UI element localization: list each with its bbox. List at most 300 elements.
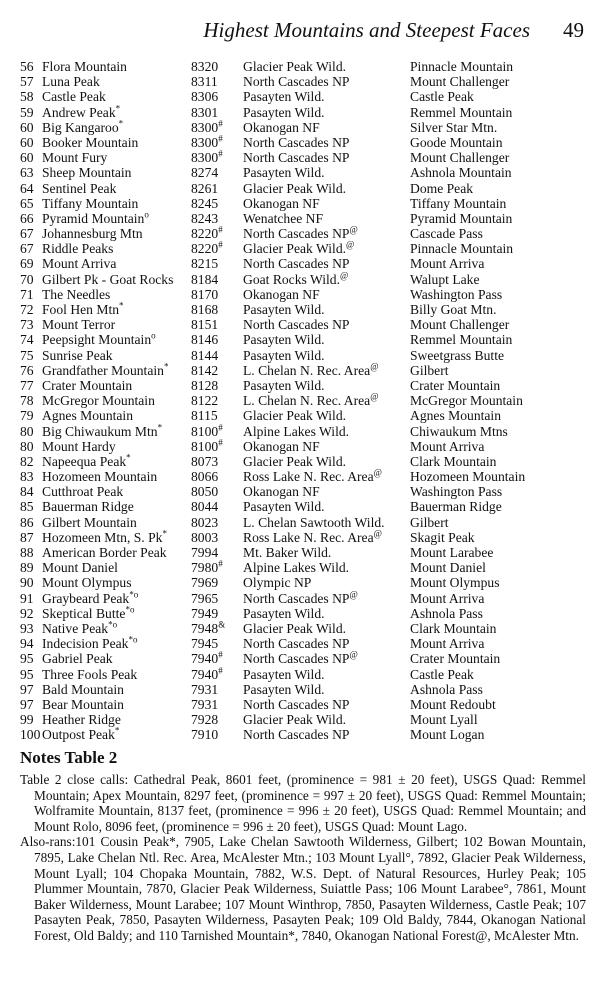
table-row [0, 135, 600, 150]
area-cell: Pasayten Wild. [243, 332, 325, 348]
table-row [0, 664, 600, 682]
elevation-cell: 8243 [191, 210, 219, 226]
quad-cell: Remmel Mountain [410, 332, 513, 348]
elevation-cell: 7969 [191, 575, 219, 591]
elevation-cell: 8220# [191, 224, 223, 242]
quad-cell: Bauerman Ridge [410, 499, 502, 515]
name-cell: Indecision Peak$^{*o}$ [42, 634, 138, 652]
footnote-mark: * [162, 528, 167, 539]
close-calls-note: Table 2 close calls: Cathedral Peak, 8601 feet, (prominence = 981 ± 20 feet), USGS Quad: Remmel Mountain; Apex Mountain, 8297 feet, (prominence = 997 ± 20 feet), USGS Quad: Remmel Mountain; Wolframite Mountain, 8137 feet, (prominence = 996 ± 20 feet), USGS Quad: Remmel Mountain; and Mount Rolo, 8096 feet, (prominence = 996 ± 20 feet), USGS Quad: Mount Lago. [20, 772, 586, 834]
rank-cell: 92 [20, 605, 34, 621]
footnote-mark: # [218, 239, 223, 250]
elevation-cell: 8261 [191, 180, 219, 196]
area-cell: Wenatchee NF [243, 210, 324, 226]
table-row [0, 636, 600, 651]
elevation-cell: 7928 [191, 712, 219, 728]
table-row [0, 697, 600, 712]
quad-cell: Castle Peak [410, 89, 474, 105]
name-cell: American Border Peak [42, 545, 167, 560]
table-row [0, 484, 600, 499]
area-cell: Pasayten Wild. [243, 302, 325, 317]
rank-cell: 64 [20, 180, 34, 196]
name-cell: Mount Terror [42, 317, 116, 333]
area-cell: North Cascades NP@ [243, 649, 358, 667]
rank-cell: 74 [20, 332, 34, 348]
table-row [0, 256, 600, 271]
table-row [0, 499, 600, 514]
area-cell: North Cascades NP@ [243, 224, 358, 242]
quad-cell: Tiffany Mountain [410, 195, 507, 211]
footnote-mark: @ [370, 391, 379, 402]
name-cell: Fool Hen Mtn* [42, 300, 124, 317]
quad-cell: McGregor Mountain [410, 393, 523, 409]
name-cell: Agnes Mountain [42, 408, 133, 424]
footnote-mark: # [218, 224, 223, 235]
footnote-mark: *o [129, 589, 139, 600]
area-cell: Okanogan NF [243, 119, 320, 135]
footnote-mark: *o [128, 634, 138, 645]
notes-heading: Notes Table 2 [20, 748, 118, 767]
name-cell: McGregor Mountain [42, 393, 155, 409]
rank-cell: 87 [20, 529, 34, 545]
quad-cell: Mount Challenger [410, 150, 510, 166]
name-cell: Johannesburg Mtn [42, 226, 143, 242]
footnote-mark: @ [340, 270, 349, 281]
table-row [0, 591, 600, 606]
elevation-cell: 8023 [191, 514, 219, 530]
table-row [0, 621, 600, 636]
elevation-cell: 8128 [191, 377, 219, 393]
table-row [0, 196, 600, 211]
area-cell: L. Chelan N. Rec. Area@ [243, 361, 379, 378]
area-cell: Pasayten Wild. [243, 347, 325, 363]
rank-cell: 63 [20, 165, 34, 181]
area-cell: Glacier Peak Wild. [243, 620, 347, 636]
name-cell: Tiffany Mountain [42, 195, 139, 211]
rank-cell: 60 [20, 134, 34, 150]
footnote-mark: # [218, 437, 223, 448]
table-row [0, 348, 600, 363]
elevation-cell: 8220# [191, 239, 223, 257]
area-cell: North Cascades NP [243, 74, 350, 90]
elevation-cell: 8215 [191, 256, 219, 272]
quad-cell: Pinnacle Mountain [410, 241, 514, 257]
table-row [0, 712, 600, 727]
rank-cell: 60 [20, 150, 34, 166]
name-cell: Mount Fury [42, 150, 108, 166]
area-cell: Alpine Lakes Wild. [243, 560, 350, 576]
elevation-cell: 8170 [191, 286, 219, 302]
name-cell: Mount Daniel [42, 560, 118, 576]
rank-cell: 100 [20, 727, 41, 743]
footnote-mark: o [144, 209, 149, 220]
area-cell: Mt. Baker Wild. [243, 545, 332, 560]
name-cell: Grandfather Mountain* [42, 361, 169, 378]
mountain-table [0, 59, 600, 742]
area-cell: Ross Lake N. Rec. Area@ [243, 467, 382, 485]
rank-cell: 97 [20, 696, 34, 712]
elevation-cell: 8300# [191, 118, 223, 135]
area-cell: Pasayten Wild. [243, 104, 325, 120]
footnote-mark: # [218, 664, 223, 675]
elevation-cell: 8274 [191, 165, 219, 181]
rank-cell: 70 [20, 271, 34, 287]
elevation-cell: 8301 [191, 104, 219, 120]
area-cell: Ross Lake N. Rec. Area@ [243, 528, 382, 545]
quad-cell: Mount Arriva [410, 438, 485, 454]
rank-cell: 67 [20, 226, 34, 242]
quad-cell: Ashnola Pass [410, 605, 483, 621]
elevation-cell: 7940# [191, 664, 223, 682]
area-cell: Glacier Peak Wild. [243, 180, 347, 196]
name-cell: Pyramid Mountain$^o$ [42, 209, 149, 226]
area-cell: Glacier Peak Wild. [243, 712, 347, 728]
notes-body [20, 772, 586, 944]
area-cell: Okanogan NF [243, 195, 320, 211]
also-rans-note: Also-rans:101 Cousin Peak*, 7905, Lake Chelan Sawtooth Wilderness, Gilbert; 102 Bowan Mountain, 7895, Lake Chelan Ntl. Rec. Area, McAlester Mtn.; 103 Mount Lyall°, 7892, Glacier Peak Wilderness, Mount Lyall; 104 Chopaka Mountain, 7882, W.S. Dept. of Natural Resources, Hurley Peak; 105 Plummer Mountain, 7870, Glacier Peak Wilderness, Suiattle Pass; 106 Mount Larabee°, 7861, Mount Baker Wilderness, Mount Larabee; 107 Mount Winthrop, 7850, Pasayten Wilderness, Castle Peak; 107 Pasayten Peak, 7850, Pasayten Wilderness, Pasayten Peak; 109 Old Baldy, 7844, Okanogan National Forest, Old Baldy; and 110 Tarnished Mountain*, 7840, Okanogan National Forest@, McAlester Mtn. [20, 834, 586, 943]
rank-cell: 56 [20, 59, 34, 74]
quad-cell: Crater Mountain [410, 377, 501, 393]
name-cell: Cutthroat Peak [42, 484, 124, 500]
area-cell: Pasayten Wild. [243, 499, 325, 515]
rank-cell: 83 [20, 469, 34, 485]
elevation-cell: 7949 [191, 605, 219, 621]
table-row [0, 317, 600, 332]
table-row [0, 74, 600, 89]
footnote-mark: # [218, 133, 223, 144]
footnote-mark: * [115, 103, 121, 114]
page-number: 49 [563, 18, 584, 42]
name-cell: Riddle Peaks [42, 241, 114, 257]
rank-cell: 67 [20, 241, 34, 257]
rank-cell: 84 [20, 484, 34, 500]
rank-cell: 80 [20, 438, 34, 454]
table-row [0, 272, 600, 287]
chapter-title: Highest Mountains and Steepest Faces [203, 18, 530, 42]
area-cell: Goat Rocks Wild.@ [243, 270, 349, 287]
table-row [0, 545, 600, 560]
name-cell: Sentinel Peak [42, 180, 117, 196]
name-cell: Big Chiwaukum Mtn* [42, 421, 163, 439]
quad-cell: Mount Lyall [410, 712, 478, 728]
footnote-mark: * [157, 421, 163, 432]
quad-cell: Gilbert [410, 514, 449, 530]
elevation-cell: 7931 [191, 696, 219, 712]
area-cell: North Cascades NP [243, 134, 350, 150]
elevation-cell: 8115 [191, 408, 218, 424]
rank-cell: 89 [20, 560, 34, 576]
quad-cell: Mount Arriva [410, 636, 485, 652]
elevation-cell: 7940# [191, 649, 223, 667]
table-row [0, 287, 600, 302]
name-cell: Gilbert Mountain [42, 514, 137, 530]
quad-cell: Crater Mountain [410, 651, 501, 667]
footnote-mark: *o [108, 619, 118, 630]
quad-cell: Mount Arriva [410, 256, 485, 272]
quad-cell: Ashnola Mountain [410, 165, 512, 181]
quad-cell: Washington Pass [410, 286, 503, 302]
quad-cell: Dome Peak [410, 180, 474, 196]
footnote-mark: # [218, 118, 223, 129]
name-cell: Flora Mountain [42, 59, 127, 74]
rank-cell: 86 [20, 514, 34, 530]
elevation-cell: 8044 [191, 499, 219, 515]
area-cell: Alpine Lakes Wild. [243, 423, 350, 439]
area-cell: Glacier Peak Wild. [243, 453, 347, 469]
quad-cell: Mount Challenger [410, 317, 510, 333]
footnote-mark: o [151, 330, 156, 341]
quad-cell: Clark Mountain [410, 620, 497, 636]
rank-cell: 88 [20, 545, 34, 560]
name-cell: Castle Peak [42, 89, 106, 105]
footnote-mark: * [118, 118, 124, 129]
quad-cell: Mount Redoubt [410, 696, 496, 712]
name-cell: Three Fools Peak [42, 666, 138, 682]
rank-cell: 94 [20, 636, 34, 652]
area-cell: Okanogan NF [243, 484, 320, 500]
elevation-cell: 8050 [191, 484, 219, 500]
footnote-mark: * [126, 452, 131, 463]
area-cell: Glacier Peak Wild. [243, 408, 347, 424]
area-cell: Olympic NP [243, 575, 312, 591]
name-cell: Big Kangaroo* [42, 118, 124, 135]
quad-cell: Remmel Mountain [410, 104, 513, 120]
area-cell: North Cascades NP [243, 150, 350, 166]
elevation-cell: 8142 [191, 362, 219, 378]
area-cell: North Cascades NP [243, 317, 350, 333]
elevation-cell: 8320 [191, 59, 219, 74]
elevation-cell: 7948& [191, 619, 226, 636]
elevation-cell: 8003 [191, 529, 219, 545]
quad-cell: Pyramid Mountain [410, 210, 513, 226]
quad-cell: Walupt Lake [410, 271, 480, 287]
elevation-cell: 7965 [191, 590, 219, 606]
name-cell: Heather Ridge [42, 712, 121, 728]
rank-cell: 58 [20, 89, 34, 105]
footnote-mark: * [163, 361, 169, 372]
elevation-cell: 8122 [191, 393, 219, 409]
table-row [0, 59, 600, 74]
rank-cell: 93 [20, 620, 34, 636]
table-row [0, 651, 600, 666]
quad-cell: Agnes Mountain [410, 408, 501, 424]
table-row [0, 515, 600, 530]
rank-cell: 99 [20, 712, 34, 728]
name-cell: The Needles [42, 286, 111, 302]
table-row [0, 241, 600, 256]
rank-cell: 78 [20, 393, 34, 409]
name-cell: Crater Mountain [42, 377, 133, 393]
footnote-mark: & [218, 619, 226, 630]
name-cell: Bald Mountain [42, 681, 124, 697]
elevation-cell: 8245 [191, 195, 219, 211]
quad-cell: Chiwaukum Mtns [410, 423, 508, 439]
rank-cell: 69 [20, 256, 34, 272]
rank-cell: 91 [20, 590, 34, 606]
footnote-mark: *o [125, 604, 135, 615]
name-cell: Hozomeen Mountain [42, 469, 158, 485]
table-row [0, 408, 600, 423]
quad-cell: Mount Challenger [410, 74, 510, 90]
table-row [0, 105, 600, 120]
quad-cell: Washington Pass [410, 484, 503, 500]
elevation-cell: 7931 [191, 681, 219, 697]
rank-cell: 95 [20, 651, 34, 667]
name-cell: Sheep Mountain [42, 165, 132, 181]
footnote-mark: # [218, 148, 223, 159]
elevation-cell: 7980# [191, 558, 223, 576]
rank-cell: 85 [20, 499, 34, 515]
elevation-cell: 8306 [191, 89, 219, 105]
table-row [0, 150, 600, 165]
rank-cell: 72 [20, 302, 34, 317]
footnote-mark: # [218, 421, 223, 432]
quad-cell: Cascade Pass [410, 226, 483, 242]
area-cell: Okanogan NF [243, 286, 320, 302]
name-cell: Booker Mountain [42, 134, 139, 150]
quad-cell: Pinnacle Mountain [410, 59, 514, 74]
table-row [0, 89, 600, 104]
rank-cell: 65 [20, 195, 34, 211]
rank-cell: 80 [20, 423, 34, 439]
rank-cell: 95 [20, 666, 34, 682]
rank-cell: 73 [20, 317, 34, 333]
area-cell: L. Chelan Sawtooth Wild. [243, 514, 385, 530]
elevation-cell: 8100# [191, 437, 223, 454]
rank-cell: 97 [20, 681, 34, 697]
area-cell: North Cascades NP [243, 636, 350, 652]
area-cell: Pasayten Wild. [243, 377, 325, 393]
table-row [0, 211, 600, 226]
elevation-cell: 7994 [191, 545, 219, 560]
table-row [0, 469, 600, 484]
footnote-mark: # [218, 558, 223, 569]
area-cell: North Cascades NP [243, 696, 350, 712]
table-row [0, 421, 600, 439]
area-cell: Pasayten Wild. [243, 165, 325, 181]
rank-cell: 71 [20, 286, 34, 302]
elevation-cell: 8066 [191, 469, 219, 485]
name-cell: Gabriel Peak [42, 651, 113, 667]
rank-cell: 82 [20, 453, 34, 469]
name-cell: Napeequa Peak* [42, 452, 131, 469]
table-row [0, 181, 600, 196]
footnote-mark: @ [373, 528, 382, 539]
footnote-mark: @ [349, 589, 358, 600]
quad-cell: Billy Goat Mtn. [410, 302, 497, 317]
name-cell: Luna Peak [42, 74, 100, 90]
name-cell: Bauerman Ridge [42, 499, 134, 515]
area-cell: Pasayten Wild. [243, 681, 325, 697]
table-row [0, 530, 600, 545]
elevation-cell: 8073 [191, 453, 219, 469]
quad-cell: Gilbert [410, 362, 449, 378]
quad-cell: Goode Mountain [410, 134, 503, 150]
area-cell: Glacier Peak Wild. [243, 59, 347, 74]
rank-cell: 59 [20, 104, 34, 120]
table-row [0, 454, 600, 469]
table-row [0, 682, 600, 697]
name-cell: Mount Hardy [42, 438, 116, 454]
name-cell: Andrew Peak* [42, 103, 121, 120]
elevation-cell: 8300# [191, 148, 223, 166]
elevation-cell: 8184 [191, 271, 219, 287]
table-row [0, 332, 600, 347]
table-row [0, 560, 600, 575]
rank-cell: 79 [20, 408, 34, 424]
rank-cell: 66 [20, 210, 34, 226]
rank-cell: 90 [20, 575, 34, 591]
table-row [0, 302, 600, 317]
footnote-mark: * [114, 725, 120, 736]
name-cell: Sunrise Peak [42, 347, 113, 363]
name-cell: Mount Olympus [42, 575, 132, 591]
quad-cell: Skagit Peak [410, 529, 475, 545]
table-row [0, 165, 600, 180]
elevation-cell: 8144 [191, 347, 219, 363]
quad-cell: Mount Olympus [410, 575, 500, 591]
elevation-cell: 7945 [191, 636, 219, 652]
rank-cell: 76 [20, 362, 34, 378]
quad-cell: Clark Mountain [410, 453, 497, 469]
name-cell: Outpost Peak* [42, 725, 120, 743]
elevation-cell: 8100# [191, 421, 223, 439]
quad-cell: Ashnola Pass [410, 681, 483, 697]
name-cell: Peepsight Mountain$^o$ [42, 330, 156, 348]
quad-cell: Mount Daniel [410, 560, 486, 576]
elevation-cell: 8146 [191, 332, 219, 348]
quad-cell: Mount Logan [410, 727, 485, 743]
area-cell: Pasayten Wild. [243, 605, 325, 621]
name-cell: Gilbert Pk - Goat Rocks [42, 271, 174, 287]
table-row [0, 363, 600, 378]
elevation-cell: 8151 [191, 317, 219, 333]
table-row [0, 226, 600, 241]
elevation-cell: 8311 [191, 74, 218, 90]
area-cell: North Cascades NP [243, 727, 350, 743]
table-row [0, 727, 600, 742]
name-cell: Native Peak$^{*o}$ [42, 619, 118, 636]
rank-cell: 57 [20, 74, 34, 90]
quad-cell: Hozomeen Mountain [410, 469, 526, 485]
table-row [0, 575, 600, 590]
area-cell: Pasayten Wild. [243, 666, 325, 682]
area-cell: North Cascades NP [243, 256, 350, 272]
table-row [0, 393, 600, 408]
elevation-cell: 7910 [191, 727, 219, 743]
footnote-mark: @ [373, 467, 382, 478]
quad-cell: Silver Star Mtn. [410, 119, 498, 135]
footnote-mark: @ [349, 649, 358, 660]
table-row [0, 439, 600, 454]
quad-cell: Mount Larabee [410, 545, 494, 560]
area-cell: Okanogan NF [243, 438, 320, 454]
table-row [0, 120, 600, 135]
name-cell: Graybeard Peak$^{*o}$ [42, 589, 139, 606]
name-cell: Hozomeen Mtn, S. Pk* [42, 528, 167, 545]
area-cell: L. Chelan N. Rec. Area@ [243, 391, 379, 409]
area-cell: Glacier Peak Wild.@ [243, 239, 355, 257]
rank-cell: 60 [20, 119, 34, 135]
table-row [0, 606, 600, 621]
rank-cell: 75 [20, 347, 34, 363]
name-cell: Mount Arriva [42, 256, 117, 272]
elevation-cell: 8300# [191, 133, 223, 150]
quad-cell: Mount Arriva [410, 590, 485, 606]
name-cell: Bear Mountain [42, 696, 124, 712]
quad-cell: Castle Peak [410, 666, 474, 682]
area-cell: North Cascades NP@ [243, 589, 358, 606]
